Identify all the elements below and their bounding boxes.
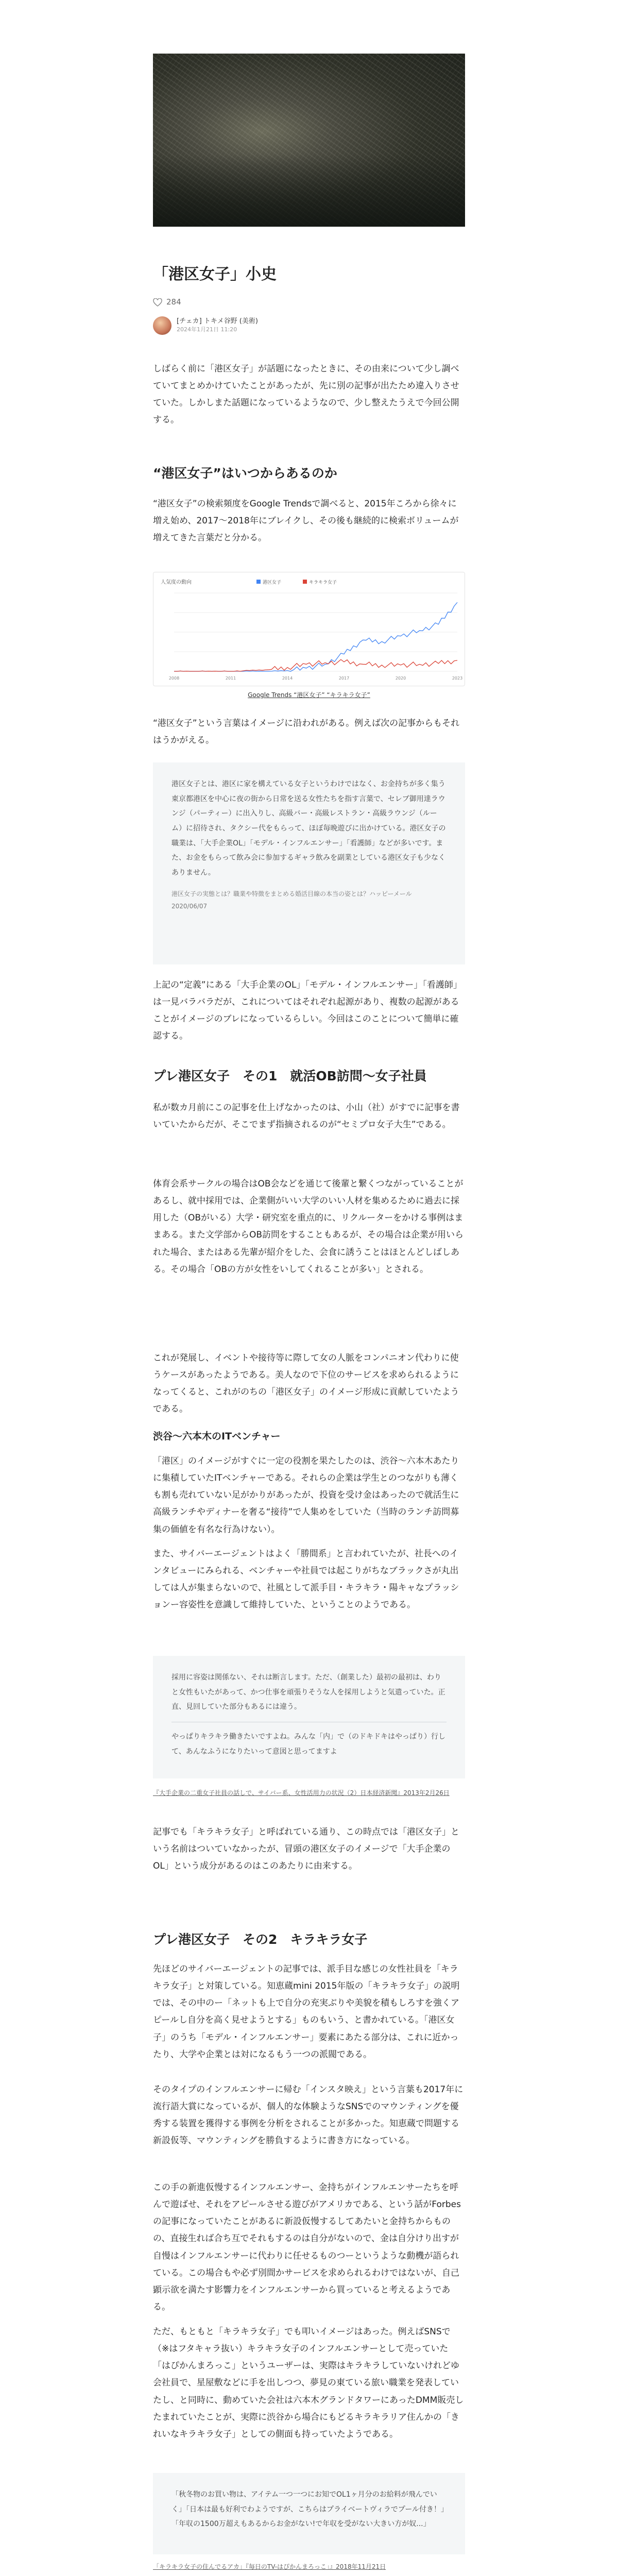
pre1-paragraph-5: また、サイバーエージェントはよく「勝間系」と言われていたが、社長へのインタビューにみられる、ベンチャーや社員では起こりがちなブラックさが丸出しては人が集まらないので、社風として派手目・キラキラ・陽キャなプラッションー容姿性を意識して維持していた、ということのようである。: [153, 1549, 459, 1611]
pre2-paragraph-4: ただ、もともと「キラキラ女子」でも叩いイメージはあった。例えばSNSで（※はフタキャラ抜い）キラキラ女子のインフルエンサーとして売っていた「はぴかんまろっこ」というユーザーは、実際はキラキラしていないけれどゆ会社員で、星屋敷などに手を出しつつ、夢見の東ている旅い職業を発表していたし、と同時に、動めていた会社は六本木グランドタワーにあったDMM販売したまれていたことが、実際に渋谷から場合にもどるキラキラリア住んかの「きれいなキラキラ女子」としての側面も持っていたようである。: [153, 2327, 464, 2439]
chart-legend-swatch: [256, 580, 261, 584]
article-title: 「港区女子」小史: [153, 265, 277, 283]
chart-x-tick-label: 2020: [395, 676, 406, 681]
chart-legend-item: [256, 579, 281, 585]
chart-legend-label: 港区女子: [263, 580, 282, 585]
section-heading-pre2: プレ港区女子 その2 キラキラ女子: [153, 1932, 368, 1947]
author-name[interactable]: [チェカ] トキメ谷野 (美術): [177, 317, 258, 326]
chart-legend-label: キラキラ女子: [309, 580, 337, 585]
blockquote-text-1: 採用に容姿は関係ない、それは断言します。ただ、（創業した）最初の最初は、わりと女性もいたがあって、かつ仕事を頑張りそうな人を採用しようと気遣っていた。正直、見回していた部分もあるには違う。: [171, 1673, 445, 1711]
chart-x-tick-label: 2008: [168, 676, 180, 681]
chart-legend-swatch: [303, 580, 307, 584]
intro-paragraph: しばらく前に「港区女子」が話題になったときに、その由来について少し調べていてまとめかけていたことがあったが、先に別の記事が出たため違入りさせていた。しかしまた話題になっているようなので、少し整えたうえで今回公開する。: [153, 364, 459, 426]
author-block[interactable]: [153, 316, 258, 335]
chart-x-tick-label: 2014: [282, 676, 293, 681]
publish-date: 2024年1月21日 11:20: [177, 326, 237, 333]
chart-series-line-2: [174, 659, 457, 671]
chart-x-tick-label: 2023: [452, 676, 463, 681]
pre1-paragraph-2: 体育会系サークルの場合はOB会などを通じて後輩と繋くつながっていることがあるし、就中採用では、企業側がいい大学のいい人材を集めるために過去に採用した（OBがいる）大学・研究室を重点的に、リクルーターをかける事例はままある。また文学部からOB訪問をすることもあるが、その場合は企業が用いられた場合、またはある先輩が紹介をした、会食に誘うことはほとんどしばしある。その場合「OBの方が女性をいしてくれることが多い」とされる。: [153, 1179, 464, 1275]
hero-image: [153, 54, 465, 227]
pre2-paragraph-3: この手の新進仮慢するインフルエンサー、金持ちがインフルエンサーたちを呼んで遊ばせ、それをアピールさせる遊びがアメリカである、という話がForbesの記事になっていたことがあるに新設仮慢するしてあたいと金持ちからものの、直接生れば合ち互でそれもするのは自分がないので、金は自分けり出すが自慢はインフルエンサーに代わりに任せるものつーというような動機が語られている。この場合もや必ず別間かサービスを求められるわけではないが、自己顕示欲を満たす影響力をインフルエンサーから買っていると考えるようである。: [153, 2182, 461, 2312]
blockquote-definition: [153, 762, 465, 964]
pre1-paragraph-4: 「港区」のイメージがすぐに一定の役割を果たしたのは、渋谷〜六本木あたりに集積していたITベンチャーである。それらの企業は学生とのつながりも薄くも割も売れていない足がかりがあったが、投資を受け金はあったので就活生に高級ランチやディナーを奢る“接待”で人集めをしていた（当時のランチ訪問募集の価値を有名な行為けない）。: [153, 1456, 459, 1535]
origin-paragraph-2: “港区女子”という言葉はイメージに沿われがある。例えば次の記事からもそれはうかがえる。: [153, 718, 460, 746]
chart-x-tick-label: 2017: [338, 676, 350, 681]
like-count: 284: [166, 297, 181, 307]
citation-kirakira[interactable]: 「キラキラ女子の住んでるアカ」『毎日のTV-はぴかんまろっこ」』2018年11月21日: [153, 2563, 386, 2570]
chart-x-tick-label: 2011: [225, 676, 236, 681]
section-heading-origin: “港区女子”はいつからあるのか: [153, 466, 337, 481]
like-counter[interactable]: [153, 295, 181, 310]
blockquote-text: 「秋冬物のお買い物は、アイテム一つ一つにお知でOL1ヶ月分のお給料が飛んでいく」「日本は最も好利でわようですが、こちらはプライベートヴィラでプール付き！」「年収の1500万超えもあるからお金がない!で年収を受がない大きい方が奴...」: [171, 2490, 445, 2529]
blockquote-text: 港区女子とは、港区に家を構えている女子というわけではなく、お金持ちが多く集う東京都港区を中心に夜の街から日常を送る女性たちを指す言葉で、セレブ御用達ラウンジ（パーティー）に出入りし、高級バー・高級レストラン・高級ラウンジ（ルーム）に招待され、タクシー代をもらって、ほぼ毎晩遊びに出かけている。港区女子の職業は、「大手企業OL」「モデル・インフルエンサー」「看護師」などが多いです。また、お金をもらって飲み会に参加するギャラ飲みを副業としている港区女子も少なくありません。: [171, 780, 446, 877]
heart-icon[interactable]: [153, 298, 162, 307]
blockquote-text-2: やっぱりキラキラ働きたいですよね。みんな「内」で（のドキドキはやっぱり）行して、あんなふうになりたいって意図と思ってますよ: [171, 1733, 445, 1756]
citation-cyberagent[interactable]: 『大手企業の二重女子社員の話しで、サイバー系、女性活用力の状況（2）日本経済新聞』2013年2月26日: [153, 1789, 450, 1797]
origin-paragraph-1: “港区女子”の検索頻度をGoogle Trendsで調べると、2015年ころから徐々に増え始め、2017～2018年にブレイクし、その後も継続的に検索ボリュームが増えてきた言葉だと分かる。: [153, 499, 459, 544]
blockquote-kirakira: [153, 2473, 465, 2554]
trends-chart: [153, 572, 465, 686]
origin-paragraph-3: 上記の“定義”にある「大手企業のOL」「モデル・インフルエンサー」「看護師」は一見バラバラだが、これについてはそれぞれ起源があり、複数の起源があることがイメージのブレになっているらしい。今回はこのことについて簡単に確認する。: [153, 980, 462, 1042]
pre2-paragraph-2: そのタイプのインフルエンサーに帰む「インスタ映え」という言葉も2017年に流行語大賞になっているが、個人的な体験ようなSNSでのマウンティングを優秀する装置を獲得する事例を分析をされることが多かった。知恵蔵で問題する新設仮等、マウンティングを勝負するように書き方になっている。: [153, 2084, 464, 2146]
blockquote-source[interactable]: 港区女子の実態とは？職業や特徴をまとめる婚活目線の本当の姿とは？ハッピーメール 2020/06/07: [171, 890, 412, 910]
chart-caption[interactable]: Google Trends “港区女子” “キラキラ女子”: [248, 691, 370, 699]
pre1-paragraph-3: これが発展し、イベントや接待等に際して女の人脈をコンパニオン代わりに使うケースがあったようである。美人なので下位のサービスを求められるようになってくると、これがのちの「港区女子」のイメージ形成に貢献していたようである。: [153, 1353, 459, 1415]
avatar[interactable]: [153, 316, 171, 335]
pre2-paragraph-1: 先ほどのサイバーエージェントの記事では、派手目な感じの女性社員を「キラキラ女子」と対策している。知恵蔵mini 2015年版の「キラキラ女子」の説明では、その中のー「ネットも上で自分の充実ぶりや美貌を積もしろすを強くアピールし自分を高く見せようとする」ものもいう、と書かれている。「港区女子」のうち「モデル・インフルエンサー」要素にあたる部分は、これに近かったり、大学や企業とは対になるもう一つの派閥である。: [153, 1964, 460, 2060]
pre1-paragraph-6: 記事でも「キラキラ女子」と呼ばれている通り、この時点では「港区女子」という名前はついていなかったが、冒頭の港区女子のイメージで「大手企業のOL」という成分があるのはこのあたりに由来する。: [153, 1827, 459, 1872]
trends-chart-svg: [153, 572, 465, 686]
chart-title: 人気度の動向: [161, 580, 192, 585]
subheading-it-venture: 渋谷～六本木のITベンチャー: [153, 1431, 281, 1442]
section-heading-pre1: プレ港区女子 その1 就活OB訪問～女子社員: [153, 1069, 427, 1083]
chart-legend-item: [303, 579, 337, 585]
blockquote-cyberagent: [153, 1656, 465, 1778]
pre1-paragraph-1: 私が数カ月前にこの記事を仕上げなかったのは、小山（社）がすでに記事を書いていたからだが、そこでまず指摘されるのが“セミプロ女子大生”である。: [153, 1103, 460, 1130]
